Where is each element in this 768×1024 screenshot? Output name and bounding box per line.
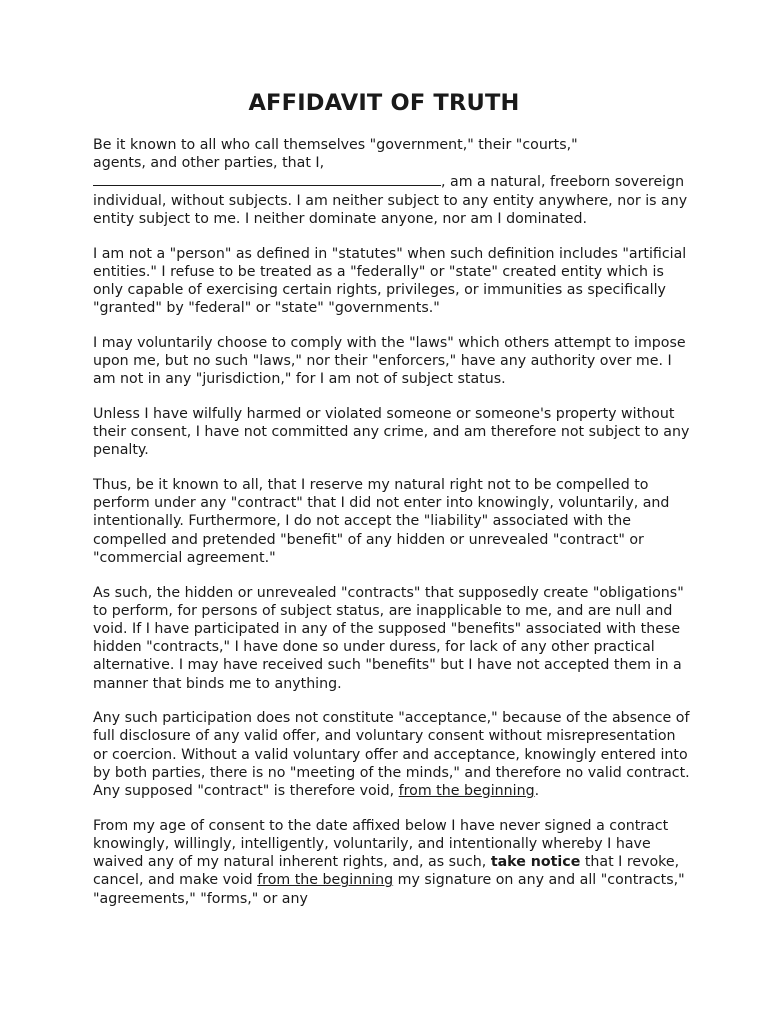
underlined-phrase: from the beginning: [398, 783, 535, 800]
paragraph-8: [93, 817, 693, 908]
paragraph-8-end: my signature on any and all "contracts," "agreements," "forms," or any: [93, 872, 685, 907]
document-body: [93, 136, 693, 924]
paragraph-7: [93, 709, 693, 800]
name-blank-line: [93, 172, 441, 186]
bold-phrase: take notice: [490, 854, 581, 871]
document-title: AFFIDAVIT OF TRUTH: [248, 90, 520, 116]
paragraph-8-mid: that I revoke, cancel, and make void: [93, 854, 680, 889]
paragraph-2: I am not a "person" as defined in "statutes" when such definition includes "artificial entities." I refuse to be treated as a "federally" or "state" created entity which is only capable of exercising certain rights, privileges, or immunities as specifically "granted" by "federal" or "state" "governments.": [93, 245, 687, 317]
paragraph-3: I may voluntarily choose to comply with the "laws" which others attempt to impose upon me, but no such "laws," nor their "enforcers," have any authority over me. I am not in any "jurisdiction," for I am not of subject status.: [93, 334, 686, 388]
paragraph-1-rest: , am a natural, freeborn sovereign individual, without subjects. I am neither subject to any entity anywhere, nor is any entity subject to me. I neither dominate anyone, nor am I dominated.: [93, 174, 688, 227]
paragraph-5: Thus, be it known to all, that I reserve my natural right not to be compelled to perform under any "contract" that I did not enter into knowingly, voluntarily, and intentionally. Furthermore, I do not accept the "liability" associated with the compelled and pretended "benefit" of any hidden or unrevealed "contract" or "commercial agreement.": [93, 477, 670, 566]
paragraph-1: [93, 136, 693, 228]
paragraph-8-text: From my age of consent to the date affixed below I have never signed a contract knowingly, willingly, intelligently, voluntarily, and intentionally whereby I have waived any of my natural inherent rights, and, as such,: [93, 817, 669, 871]
paragraph-6: As such, the hidden or unrevealed "contracts" that supposedly create "obligations" to perform, for persons of subject status, are inapplicable to me, and are null and void. If I have participated in any of the supposed "benefits" associated with these hidden "contracts," I have done so under duress, for lack of any other practical alternative. I may have received such "benefits" but I have not accepted them in a manner that binds me to anything.: [93, 584, 684, 692]
paragraph-7-text: Any such participation does not constitute "acceptance," because of the absence of full disclosure of any valid offer, and voluntary consent without misrepresentation or coercion. Without a valid voluntary offer and acceptance, knowingly entered into by both parties, there is no "meeting of the minds," and therefore no valid contract. Any supposed "contract" is therefore void,: [93, 710, 690, 800]
paragraph-1-line-2: agents, and other parties, that I,: [93, 155, 325, 172]
underlined-phrase: from the beginning: [257, 872, 394, 889]
paragraph-4: Unless I have wilfully harmed or violated someone or someone's property without their consent, I have not committed any crime, and am therefore not subject to any penalty.: [93, 405, 690, 459]
paragraph-1-line-1: Be it known to all who call themselves "government," their "courts,": [93, 137, 578, 153]
paragraph-7-end: .: [534, 783, 540, 800]
